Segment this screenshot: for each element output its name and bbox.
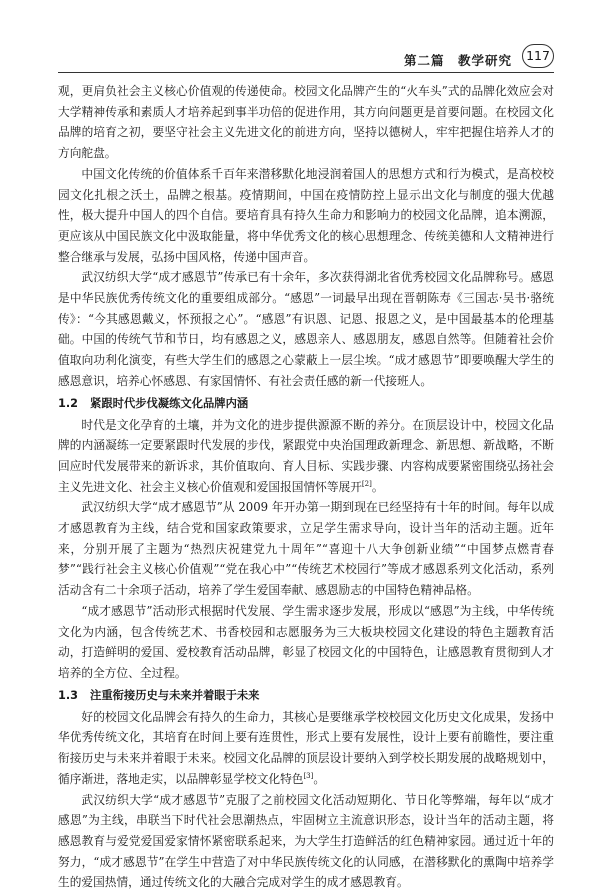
- paragraph: [58, 707, 554, 790]
- paragraph: [58, 164, 554, 268]
- citation-ref: [3]: [303, 772, 313, 780]
- paragraph: [58, 415, 554, 498]
- page-number: 117: [522, 44, 554, 68]
- section-number: 1.3: [58, 685, 78, 707]
- paragraph: [58, 267, 554, 391]
- paragraph-text: “成才感恩节”活动形式根据时代发展、学生需求逐步发展，形成以“感恩”为主线，中华传统文化为内涵，包含传统艺术、书香校园和志愿服务为三大板块校园文化建设的特色主题教育活动，打造鲜明的爱国、爱校教育活动品牌，彰显了校园文化的中国特色，让感恩教育贯彻到人才培养的全方位、全过程。: [58, 604, 554, 680]
- paragraph-text: 中国文化传统的价值体系千百年来潜移默化地浸润着国人的思想方式和行为模式，是高校校园文化扎根之沃土，品牌之根基。疫情期间，中国在疫情防控上显示出文化与制度的强大优越性，极大提升中国人的四个自信。要培育具有持久生命力和影响力的校园文化品牌，追本溯源，更应该从中国民族文化中汲取能量，将中华优秀文化的核心思想理念、传统美德和人文精神进行整合继承与发展，弘扬中国风格，传递中国声音。: [58, 167, 554, 264]
- page-header: [58, 42, 554, 73]
- section-heading: [58, 685, 554, 707]
- chapter-title: 第二篇 教学研究: [404, 51, 512, 69]
- paragraph-tail: 。: [313, 772, 325, 786]
- paragraph-text: 时代是文化孕育的土壤，并为文化的进步提供源源不断的养分。在顶层设计中，校园文化品牌的内涵凝练一定要紧跟时代发展的步伐，紧跟党中央治国理政新理念、新思想、新战略，不断回应时代发展带来的新诉求，其价值取向、育人目标、实践步骤、内容构成要紧密围绕弘扬社会主义先进文化、社会主义核心价值观和爱国报国情怀等展开: [58, 418, 554, 494]
- paragraph: [58, 601, 554, 684]
- section-heading: [58, 393, 554, 415]
- paragraph-text: 武汉纺织大学“成才感恩节”克服了之前校园文化活动短期化、节日化等弊端，每年以“成才感恩”为主线，串联当下时代社会思潮热点，牢固树立主流意识形态，设计当年的活动主题，将感恩教育与爱党爱国爱家情怀紧密联系起来，为大学生打造鲜活的红色精神家园。通过近十年的努力，“成才感恩节”在学生中营造了对中华民族传统文化的认同感，在潜移默化的熏陶中培养学生的爱国热情，通过传统文化的大融合完成对学生的成才感恩教育。: [58, 793, 554, 890]
- body-text: [58, 81, 554, 893]
- paragraph: [58, 497, 554, 601]
- paragraph-text: 武汉纺织大学“成才感恩节”从 2009 年开办第一期到现在已经坚持有十年的时间。每年以成才感恩教育为主线，结合党和国家政策要求，立足学生需求导向，设计当年的活动主题。近年来，分别开展了主题为“热烈庆祝建党九十周年”“喜迎十八大争创新业绩”“中国梦点燃青春梦”“践行社会主义核心价值观”“党在我心中”“传统艺术校园行”等成才感恩系列文化活动，系列活动含有二十余项子活动，培养了学生爱国奉献、感恩励志的中国特色精神品格。: [58, 500, 554, 597]
- section-title: 注重衔接历史与未来并着眼于未来: [90, 689, 259, 702]
- paragraph: [58, 790, 554, 893]
- section-title: 紧跟时代步伐凝练文化品牌内涵: [90, 397, 248, 410]
- paragraph-tail: 。: [372, 480, 384, 494]
- paragraph: [58, 81, 554, 164]
- paragraph-text: 武汉纺织大学“成才感恩节”传承已有十余年，多次获得湖北省优秀校园文化品牌称号。感恩是中华民族优秀传统文化的重要组成部分。“感恩”一词最早出现在晋朝陈寿《三国志·吴书·骆统传》：“今其感恩戴义，怀预报之心”。“感恩”有识恩、记恩、报恩之义，是中国最基本的伦理基础。中国的传统气节和节日，均有感恩之义，感恩亲人、感恩朋友，感恩自然等。但随着社会价值取向功利化演变，有些大学生们的感恩之心蒙蔽上一层尘埃。“成才感恩节”即要唤醒大学生的感恩意识，培养心怀感恩、有家国情怀、有社会责任感的新一代接班人。: [58, 270, 554, 388]
- paragraph-text: 好的校园文化品牌会有持久的生命力，其核心是要继承学校校园文化历史文化成果，发扬中华优秀传统文化，其培育在时间上要有连贯性，形式上要有发展性，设计上要有前瞻性，要注重衔接历史与未来并着眼于未来。校园文化品牌的顶层设计要纳入到学校长期发展的战略规划中，循序渐进，落地走实，以品牌彰显学校文化特色: [58, 710, 554, 786]
- section-number: 1.2: [58, 393, 78, 415]
- paragraph-text: 观，更肩负社会主义核心价值观的传递使命。校园文化品牌产生的“火车头”式的品牌化效应会对大学精神传承和素质人才培养起到事半功倍的促进作用，其方向问题更是首要问题。在校园文化品牌的培育之初，要坚守社会主义先进文化的前进方向，坚持以德树人，牢牢把握住培养人才的方向舵盘。: [58, 84, 554, 160]
- citation-ref: [2]: [362, 480, 372, 488]
